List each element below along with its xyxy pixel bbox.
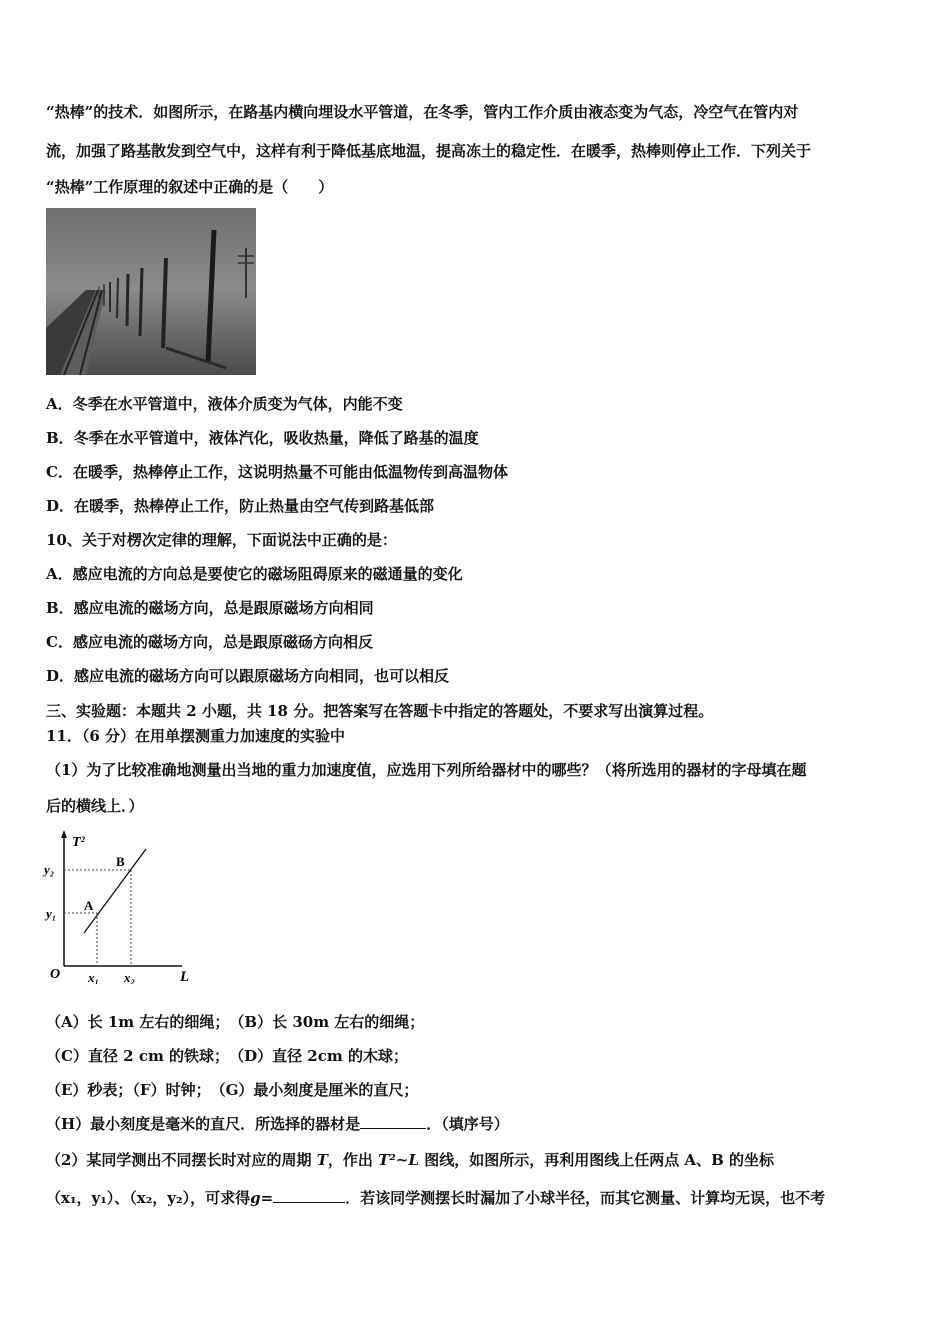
- equipment-row-3: [46, 1080, 418, 1100]
- part2-symbol-t2l: T²~L: [378, 1151, 419, 1169]
- q10-option-d: D．感应电流的磁场方向可以跟原磁场方向相同，也可以相反: [46, 667, 450, 685]
- y-axis-arrow-icon: [61, 830, 67, 838]
- equipment-row-1: [46, 1012, 424, 1032]
- equip-d: （D）直径 2cm 的木球；: [236, 1047, 408, 1065]
- q10-stem: 10、关于对楞次定律的理解，下面说法中正确的是：: [46, 531, 397, 549]
- q11-part1-line2: 后的横线上．）: [46, 797, 144, 815]
- x-axis-label: L: [180, 969, 190, 984]
- q11-part1-line1: （1）为了比较准确地测量出当地的重力加速度值，应选用下列所给器材中的哪些？（将所选用的器材的字母填在题: [46, 761, 807, 779]
- equip-h: （H）最小刻度是毫米的直尺．所选择的器材是: [46, 1115, 361, 1133]
- equip-h-tail: ．（填序号）: [426, 1115, 509, 1133]
- y2-label: y₂: [44, 862, 55, 877]
- equip-a: （A）长 1m 左右的细绳；: [46, 1013, 222, 1031]
- x1-label: x₁: [88, 970, 100, 984]
- equip-g: （G）最小刻度是厘米的直尺；: [218, 1081, 419, 1099]
- point-b-label: B: [116, 854, 125, 869]
- equip-c: （C）直径 2 cm 的铁球；: [46, 1047, 222, 1065]
- q10-option-b: B．感应电流的磁场方向，总是跟原磁场方向相同: [46, 599, 374, 617]
- q9-option-a: A．冬季在水平管道中，液体介质变为气体，内能不变: [46, 395, 403, 413]
- origin-label: O: [50, 967, 61, 982]
- q9-stem-line2: 流，加强了路基散发到空气中，这样有利于降低基底地温，提高冻土的稳定性．在暖季，热棒则停止工作．下列关于: [46, 142, 812, 160]
- part2-text-tail: ．若该同学测摆长时漏加了小球半径，而其它测量、计算均无误，也不考: [345, 1189, 826, 1207]
- q11-part2-line2: [46, 1188, 825, 1208]
- q9-option-b: B．冬季在水平管道中，液体汽化，吸收热量，降低了路基的温度: [46, 429, 479, 447]
- t2-l-graph: [42, 826, 202, 984]
- equip-b: （B）长 30m 左右的细绳；: [236, 1013, 425, 1031]
- q11-part2-line1: [46, 1150, 774, 1170]
- y1-label: y₁: [46, 906, 57, 921]
- part2-g-symbol: g=: [250, 1189, 274, 1207]
- y-axis-label: T²: [72, 835, 85, 850]
- equipment-row-2: [46, 1046, 408, 1066]
- part2-coords: （x₁，y₁）、（x₂，y₂），可求得: [46, 1189, 251, 1207]
- equipment-row-4: [46, 1114, 509, 1134]
- q9-option-c: C．在暖季，热棒停止工作，这说明热量不可能由低温物传到高温物体: [46, 463, 508, 481]
- heat-pipe-photo: [46, 208, 256, 375]
- section3-heading: 三、实验题：本题共 2 小题，共 18 分。把答案写在答题卡中指定的答题处，不要求写出演算过程。: [46, 702, 714, 720]
- part2-text-c: 图线，如图所示，再利用图线上任两点 A、B 的坐标: [424, 1151, 774, 1169]
- q9-stem-line3: “热棒”工作原理的叙述中正确的是（ ）: [46, 178, 334, 196]
- g-answer-blank[interactable]: [273, 1188, 345, 1203]
- q10-option-c: C．感应电流的磁场方向，总是跟原磁砀方向相反: [46, 633, 373, 651]
- equip-ef: （E）秒表；（F）时钟；: [46, 1081, 204, 1099]
- equipment-answer-blank[interactable]: [360, 1114, 426, 1129]
- part2-text-b: ，作出: [327, 1151, 373, 1169]
- part2-text-a: （2）某同学测出不同摆长时对应的周期: [46, 1151, 312, 1169]
- x2-label: x₂: [124, 970, 136, 984]
- q9-option-d: D．在暖季，热棒停止工作，防止热量由空气传到路基低部: [46, 497, 435, 515]
- part2-symbol-t: T: [316, 1151, 328, 1169]
- q10-option-a: A．感应电流的方向总是要使它的磁场阻碍原来的磁通量的变化: [46, 565, 463, 583]
- graph-line: [84, 849, 146, 933]
- q11-stem: 11．（6 分）在用单摆测重力加速度的实验中: [46, 727, 346, 745]
- q9-stem-line1: “热棒”的技术．如图所示，在路基内横向埋设水平管道，在冬季，管内工作介质由液态变为气态，冷空气在管内对: [46, 103, 799, 121]
- point-a-label: A: [84, 898, 94, 913]
